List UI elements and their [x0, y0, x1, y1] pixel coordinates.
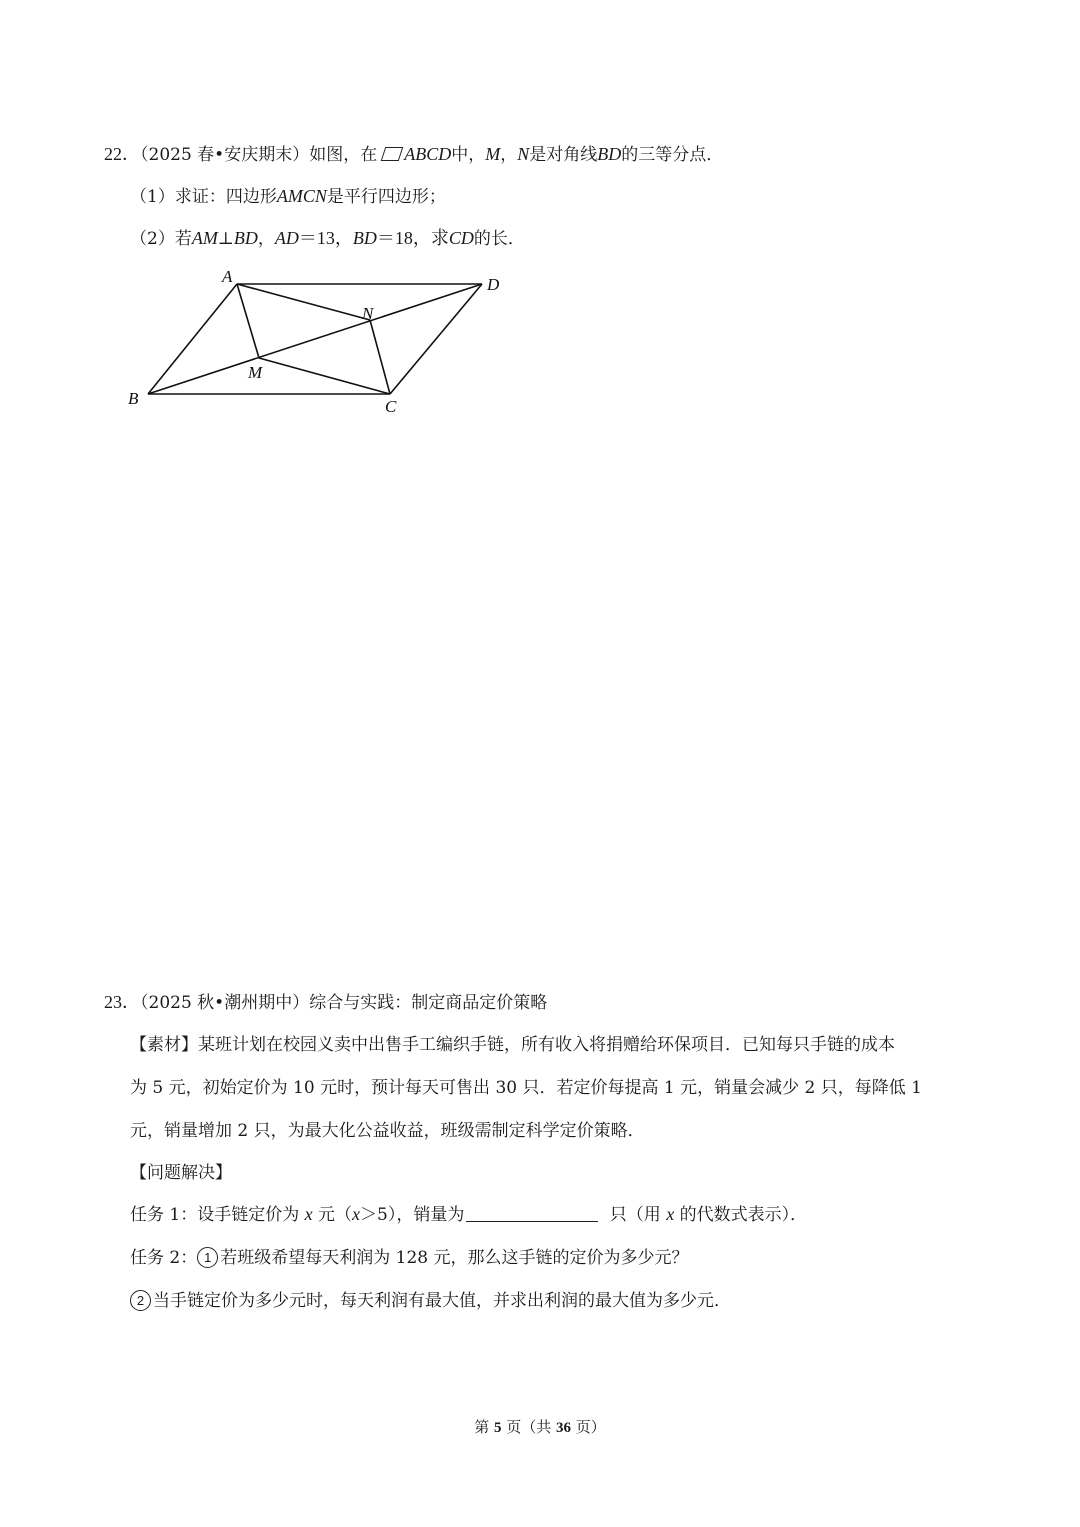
- q22-part1: （1）求证：四边形AMCN是平行四边形；: [130, 186, 446, 207]
- parallelogram-icon: [381, 147, 404, 161]
- circled-number-icon: 2: [130, 1290, 151, 1311]
- segment-mc: [259, 358, 390, 394]
- segment-am: [237, 284, 259, 358]
- q22-stem: 22．（2025 春•安庆期末）如图，在 ABCD中，M，N是对角线BD的三等分点．: [104, 144, 724, 165]
- label-m: M: [248, 363, 263, 382]
- q23-solve-heading: 【问题解决】: [130, 1163, 232, 1183]
- label-c: C: [385, 397, 397, 416]
- q23-title: 综合与实践：制定商品定价策略: [309, 993, 548, 1013]
- label-a: A: [222, 267, 233, 286]
- q23-number: 23．: [104, 992, 140, 1012]
- parallelogram-figure: [120, 262, 520, 422]
- circled-number-icon: 1: [197, 1247, 218, 1268]
- label-n: N: [362, 304, 374, 323]
- answer-blank[interactable]: [466, 1203, 598, 1222]
- q22-source: （2025 春•安庆期末）: [140, 145, 310, 165]
- q23-task1: 任务 1：设手链定价为 x 元（x＞5），销量为 只（用 x 的代数式表示）．: [130, 1204, 808, 1225]
- edge-ab: [148, 284, 237, 394]
- segment-an: [237, 284, 370, 320]
- segment-nc: [370, 320, 390, 394]
- q23-task2-item1: 任务 2： 1 若班级希望每天利润为 128 元，那么这手链的定价为多少元？: [130, 1248, 689, 1268]
- page-number: 5: [493, 1420, 502, 1436]
- q22-part2: （2）若AM⊥BD，AD＝13，BD＝18，求CD的长．: [130, 228, 525, 249]
- q23-material-line3: 元，销量增加 2 只，为最大化公益收益，班级需制定科学定价策略．: [130, 1121, 645, 1141]
- q23-task2-item2: 2 当手链定价为多少元时，每天利润有最大值，并求出利润的最大值为多少元．: [130, 1286, 731, 1311]
- label-d: D: [487, 275, 500, 294]
- q23-material-line2: 为 5 元，初始定价为 10 元时，预计每天可售出 30 只．若定价每提高 1 元，销量会减少 2 只，每降低 1: [130, 1078, 922, 1098]
- q23-material-line1: 【素材】某班计划在校园义卖中出售手工编织手链，所有收入将捐赠给环保项目．已知每只手链的成本: [130, 1035, 895, 1055]
- q22-number: 22．: [104, 144, 140, 164]
- page-footer: 第 5 页（共 36 页）: [474, 1418, 606, 1436]
- edge-dc: [390, 284, 482, 394]
- diagonal-bd: [148, 284, 482, 394]
- q23-stem: [104, 988, 547, 1014]
- q23-source: （2025 秋•潮州期中）: [140, 993, 310, 1013]
- page-total: 36: [556, 1420, 572, 1436]
- label-b: B: [128, 389, 139, 408]
